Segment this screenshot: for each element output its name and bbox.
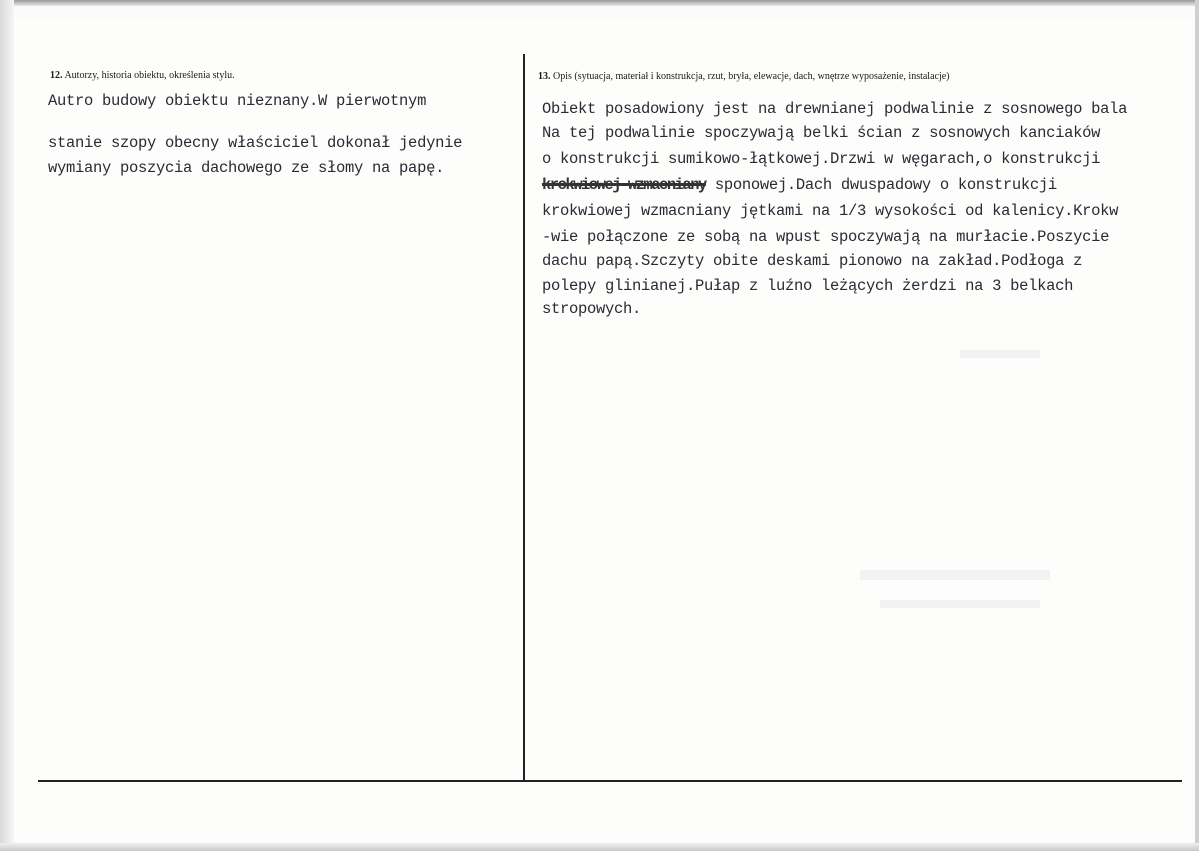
typed-line-with-strikeout [542,176,1057,194]
typed-line: polepy glinianej.Pułap z luźno leżących żerdzi na 3 belkach [542,277,1074,295]
typed-line: Na tej podwalinie spoczywają belki ścian z sosnowych kanciaków [542,124,1101,142]
typed-line: krokwiowej wzmacniany jętkami na 1/3 wysokości od kalenicy.Krokw [542,202,1119,220]
typed-line: Obiekt posadowiony jest na drewnianej podwalinie z sosnowego bala [542,100,1128,118]
typed-line: stanie szopy obecny właściciel dokonał jedynie [48,134,463,152]
show-through-mark [880,600,1040,608]
scan-edge-top [0,0,1199,6]
section-13-number: 13. [538,71,551,82]
show-through-mark [860,570,1050,580]
typed-line: Autro budowy obiektu nieznany.W pierwotnym [48,92,427,110]
typed-line: dachu papą.Szczyty obite deskami pionowo na zakład.Podłoga z [542,252,1083,270]
show-through-mark [960,350,1040,358]
typed-line: o konstrukcji sumikowo-łątkowej.Drzwi w węgarach,o konstrukcji [542,150,1101,168]
bottom-rule [38,780,1182,782]
section-13-heading [538,71,950,82]
scan-edge-right [1195,0,1199,851]
section-12-title: Autorzy, historia obiektu, określenia stylu. [64,70,235,81]
scan-edge-left [0,0,14,851]
struck-out-text: krokwiowej wzmacniany [542,176,706,194]
section-12-heading [50,70,235,81]
column-divider [523,54,525,782]
scan-edge-bottom [0,843,1199,851]
section-13-title: Opis (sytuacja, materiał i konstrukcja, rzut, bryła, elewacje, dach, wnętrze wyposażenie, instalacje) [553,71,950,82]
typed-line: stropowych. [542,300,642,318]
typed-line: wymiany poszycia dachowego ze słomy na papę. [48,159,445,177]
section-12-number: 12. [50,70,63,81]
typed-line-remainder: sponowej.Dach dwuspadowy o konstrukcji [714,176,1057,194]
typed-line: -wie połączone ze sobą na wpust spoczywają na murłacie.Poszycie [542,228,1110,246]
